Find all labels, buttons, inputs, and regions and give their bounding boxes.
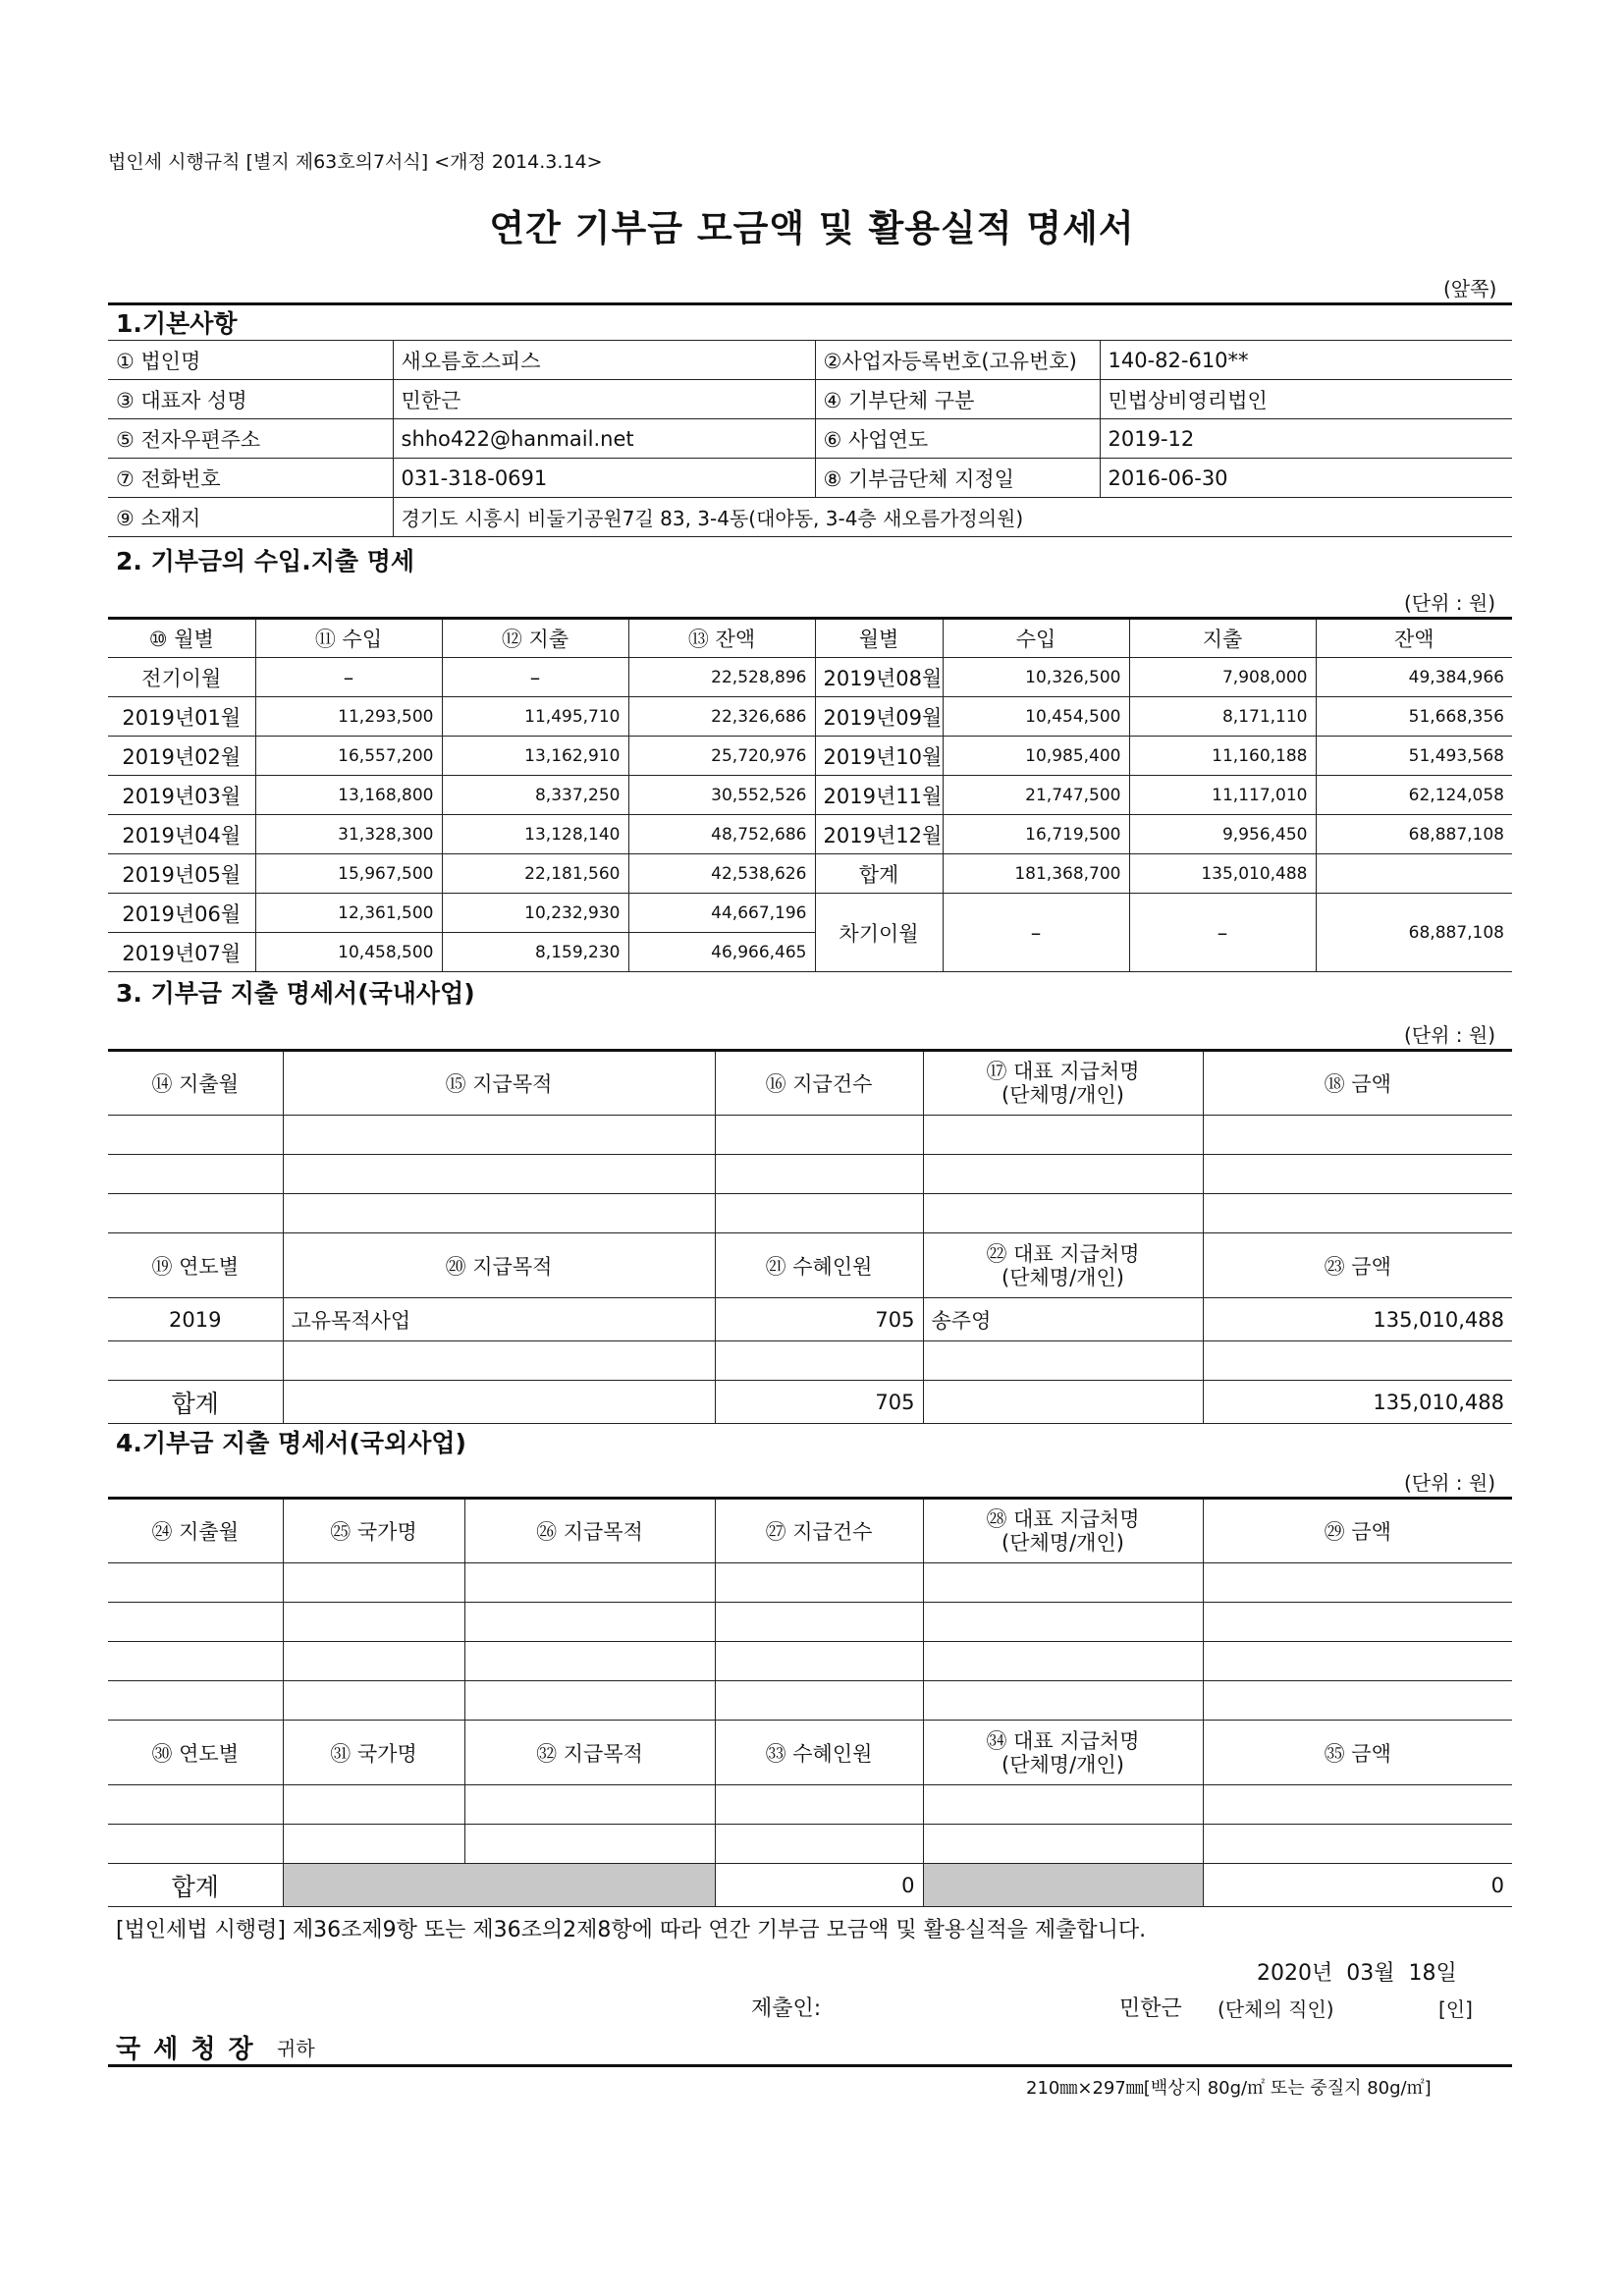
cell-balance: 48,752,686 <box>628 815 815 854</box>
cell-income: 11,293,500 <box>255 697 442 737</box>
label-representative: ③ 대표자 성명 <box>108 380 393 419</box>
header-purpose: ⑮ 지급목적 <box>283 1051 715 1116</box>
basic-info-row <box>108 419 1512 459</box>
header-payee <box>923 1233 1203 1298</box>
header-payee <box>923 1051 1203 1116</box>
label-address: ⑨ 소재지 <box>108 498 393 537</box>
cell-total-count: 0 <box>715 1864 923 1907</box>
label-email: ⑤ 전자우편주소 <box>108 419 393 459</box>
table-row <box>108 1681 1512 1721</box>
header-purpose: ㉜ 지급목적 <box>464 1721 715 1785</box>
cell-expense: 11,117,010 <box>1129 776 1316 815</box>
cell-shaded <box>283 1864 715 1907</box>
cell-month: 2019년12월 <box>815 815 943 854</box>
header-expense: ⑫ 지출 <box>442 619 628 658</box>
header-beneficiaries: ㉝ 수혜인원 <box>715 1721 923 1785</box>
cell-total-expense: 135,010,488 <box>1129 854 1316 894</box>
section1-title: 1.기본사항 <box>116 309 238 338</box>
table-row <box>108 1785 1512 1825</box>
cell-expense: 11,495,710 <box>442 697 628 737</box>
income-expense-table <box>108 617 1512 972</box>
cell-expense: – <box>442 658 628 697</box>
cell-balance: 51,668,356 <box>1316 697 1512 737</box>
table-row <box>108 1825 1512 1864</box>
cell-balance: 30,552,526 <box>628 776 815 815</box>
value-fiscal-year: 2019-12 <box>1100 419 1512 459</box>
cell-month: 2019년08월 <box>815 658 943 697</box>
cell-income: 16,719,500 <box>943 815 1129 854</box>
cell-month: 2019년01월 <box>108 697 255 737</box>
cell-balance: 68,887,108 <box>1316 815 1512 854</box>
table-row <box>108 1603 1512 1642</box>
cell-carry-balance: 68,887,108 <box>1316 894 1512 972</box>
value-org-type: 민법상비영리법인 <box>1100 380 1512 419</box>
table-row <box>108 1155 1512 1194</box>
value-address: 경기도 시흥시 비둘기공원7길 83, 3-4동(대야동, 3-4층 새오름가정의원) <box>393 498 1512 537</box>
table-row <box>108 776 1512 815</box>
cell-balance: 51,493,568 <box>1316 737 1512 776</box>
section4-title: 4.기부금 지출 명세서(국외사업) <box>116 1429 466 1457</box>
cell-balance: 49,384,966 <box>1316 658 1512 697</box>
label-fiscal-year: ⑥ 사업연도 <box>815 419 1100 459</box>
header-amount: ㉟ 금액 <box>1203 1721 1512 1785</box>
table-row <box>108 1563 1512 1603</box>
header-payee-line2: (단체명/개인) <box>1001 1083 1124 1107</box>
header-payee <box>923 1499 1203 1563</box>
header-balance-2: 잔액 <box>1316 619 1512 658</box>
header-beneficiaries: ㉑ 수혜인원 <box>715 1233 923 1298</box>
cell-month: 2019년06월 <box>108 894 255 933</box>
form-reference: 법인세 시행규칙 [별지 제63호의7서식] <개정 2014.3.14> <box>108 151 603 173</box>
submission-statement: [법인세법 시행령] 제36조제9항 또는 제36조의2제8항에 따라 연간 기부금 모금액 및 활용실적을 제출합니다. <box>116 1918 1147 1942</box>
table-row <box>108 1298 1512 1341</box>
cell-income: 10,458,500 <box>255 933 442 972</box>
basic-info-row <box>108 459 1512 498</box>
basic-info-row <box>108 380 1512 419</box>
cell-income: 21,747,500 <box>943 776 1129 815</box>
cell-expense: 8,171,110 <box>1129 697 1316 737</box>
cell-shaded <box>923 1864 1203 1907</box>
header-payee-line1: ㉒ 대표 지급처명 <box>986 1241 1140 1266</box>
value-designation-date: 2016-06-30 <box>1100 459 1512 498</box>
cell-total-amount: 0 <box>1203 1864 1512 1907</box>
label-org-type: ④ 기부단체 구분 <box>815 380 1100 419</box>
cell-total-balance <box>1316 854 1512 894</box>
header-expense-month: ⑭ 지출월 <box>108 1051 283 1116</box>
header-year: ⑲ 연도별 <box>108 1233 283 1298</box>
cell-month: 2019년03월 <box>108 776 255 815</box>
section1-top-rule <box>108 302 1512 305</box>
table-row <box>108 894 1512 933</box>
cell-income: 12,361,500 <box>255 894 442 933</box>
cell-month: 전기이월 <box>108 658 255 697</box>
value-email: shho422@hanmail.net <box>393 419 815 459</box>
cell-expense: 22,181,560 <box>442 854 628 894</box>
cell-purpose: 고유목적사업 <box>283 1298 715 1341</box>
label-designation-date: ⑧ 기부금단체 지정일 <box>815 459 1100 498</box>
cell-balance: 44,667,196 <box>628 894 815 933</box>
cell-month: 2019년04월 <box>108 815 255 854</box>
header-payee-line1: ㉘ 대표 지급처명 <box>986 1507 1140 1531</box>
cell-income: 15,967,500 <box>255 854 442 894</box>
header-balance: ⑬ 잔액 <box>628 619 815 658</box>
label-biz-number: ②사업자등록번호(고유번호) <box>815 341 1100 380</box>
header-payee-line2: (단체명/개인) <box>1001 1265 1124 1289</box>
header-amount: ㉙ 금액 <box>1203 1499 1512 1563</box>
header-payee <box>923 1721 1203 1785</box>
header-income-2: 수입 <box>943 619 1129 658</box>
cell-expense: 10,232,930 <box>442 894 628 933</box>
cell-month: 2019년10월 <box>815 737 943 776</box>
header-month-2: 월별 <box>815 619 943 658</box>
header-country: ㉕ 국가명 <box>283 1499 464 1563</box>
cell-income: 10,454,500 <box>943 697 1129 737</box>
cell-expense: 13,162,910 <box>442 737 628 776</box>
cell-balance: 25,720,976 <box>628 737 815 776</box>
table-row <box>108 1116 1512 1155</box>
table-row <box>108 1642 1512 1681</box>
section3-unit: (단위 : 원) <box>1404 1023 1496 1047</box>
table-header-row <box>108 1499 1512 1563</box>
cell-expense: 9,956,450 <box>1129 815 1316 854</box>
section2-unit: (단위 : 원) <box>1404 591 1496 615</box>
value-phone: 031-318-0691 <box>393 459 815 498</box>
table-header-row <box>108 1051 1512 1116</box>
cell-total-beneficiaries: 705 <box>715 1381 923 1424</box>
cell-income: – <box>255 658 442 697</box>
table-row <box>108 815 1512 854</box>
table-row <box>108 1341 1512 1381</box>
cell-expense: 7,908,000 <box>1129 658 1316 697</box>
header-payee-line2: (단체명/개인) <box>1001 1752 1124 1777</box>
header-purpose: ㉖ 지급목적 <box>464 1499 715 1563</box>
cell-expense: 8,337,250 <box>442 776 628 815</box>
cell-year: 2019 <box>108 1298 283 1341</box>
value-corp-name: 새오름호스피스 <box>393 341 815 380</box>
cell-amount: 135,010,488 <box>1203 1298 1512 1341</box>
header-payee-line1: ㉞ 대표 지급처명 <box>986 1728 1140 1753</box>
label-corp-name: ① 법인명 <box>108 341 393 380</box>
cell-total-amount: 135,010,488 <box>1203 1381 1512 1424</box>
cell-balance: 62,124,058 <box>1316 776 1512 815</box>
submitter-name: 민한근 <box>1119 1996 1182 2021</box>
cell-month: 2019년02월 <box>108 737 255 776</box>
header-amount: ⑱ 금액 <box>1203 1051 1512 1116</box>
cell-carry-label: 차기이월 <box>815 894 943 972</box>
basic-info-row <box>108 498 1512 537</box>
cell-total-label: 합계 <box>108 1864 283 1907</box>
recipient: 국 세 청 장 <box>116 2035 255 2064</box>
footer-rule <box>108 2064 1512 2067</box>
header-amount: ㉓ 금액 <box>1203 1233 1512 1298</box>
recipient-honorific: 귀하 <box>277 2037 315 2060</box>
table-row <box>108 737 1512 776</box>
cell-beneficiaries: 705 <box>715 1298 923 1341</box>
submitter-seal-note: (단체의 직인) <box>1218 1997 1334 2021</box>
cell-balance: 22,326,686 <box>628 697 815 737</box>
domestic-expense-table <box>108 1049 1512 1424</box>
table-header-row <box>108 1233 1512 1298</box>
cell-carry-expense: – <box>1129 894 1316 972</box>
header-payee-line2: (단체명/개인) <box>1001 1531 1124 1555</box>
header-month: ⑩ 월별 <box>108 619 255 658</box>
cell-balance: 46,966,465 <box>628 933 815 972</box>
basic-info-table <box>108 340 1512 537</box>
header-purpose: ⑳ 지급목적 <box>283 1233 715 1298</box>
seal-mark: [인] <box>1438 1997 1473 2021</box>
header-country: ㉛ 국가명 <box>283 1721 464 1785</box>
total-row <box>108 1381 1512 1424</box>
header-income: ⑪ 수입 <box>255 619 442 658</box>
cell-income: 10,985,400 <box>943 737 1129 776</box>
header-count: ⑯ 지급건수 <box>715 1051 923 1116</box>
paper-spec: 210㎜×297㎜[백상지 80g/㎡ 또는 중질지 80g/㎡] <box>1026 2078 1432 2099</box>
cell-expense: 8,159,230 <box>442 933 628 972</box>
cell-income: 13,168,800 <box>255 776 442 815</box>
submitter-label: 제출인: <box>751 1996 822 2021</box>
table-row <box>108 854 1512 894</box>
cell-income: 31,328,300 <box>255 815 442 854</box>
cell-expense: 11,160,188 <box>1129 737 1316 776</box>
table-header-row <box>108 1721 1512 1785</box>
table-row <box>108 1194 1512 1233</box>
header-expense-month: ㉔ 지출월 <box>108 1499 283 1563</box>
total-row <box>108 1864 1512 1907</box>
section3-title: 3. 기부금 지출 명세서(국내사업) <box>116 979 475 1008</box>
value-representative: 민한근 <box>393 380 815 419</box>
header-count: ㉗ 지급건수 <box>715 1499 923 1563</box>
cell-total-income: 181,368,700 <box>943 854 1129 894</box>
cell-month: 2019년11월 <box>815 776 943 815</box>
cell-carry-income: – <box>943 894 1129 972</box>
cell-total-label: 합계 <box>815 854 943 894</box>
section2-title: 2. 기부금의 수입.지출 명세 <box>116 547 415 575</box>
front-side-label: (앞쪽) <box>1443 277 1497 301</box>
table-row <box>108 658 1512 697</box>
cell-income: 10,326,500 <box>943 658 1129 697</box>
cell-total-label: 합계 <box>108 1381 283 1424</box>
cell-expense: 13,128,140 <box>442 815 628 854</box>
header-year: ㉚ 연도별 <box>108 1721 283 1785</box>
header-payee-line1: ⑰ 대표 지급처명 <box>986 1060 1140 1083</box>
label-phone: ⑦ 전화번호 <box>108 459 393 498</box>
cell-month: 2019년09월 <box>815 697 943 737</box>
submission-date: 2020년 03월 18일 <box>1257 1961 1457 1986</box>
overseas-expense-table <box>108 1497 1512 1907</box>
cell-balance: 22,528,896 <box>628 658 815 697</box>
cell-income: 16,557,200 <box>255 737 442 776</box>
table-header-row <box>108 619 1512 658</box>
header-expense-2: 지출 <box>1129 619 1316 658</box>
table-row <box>108 697 1512 737</box>
cell-balance: 42,538,626 <box>628 854 815 894</box>
section4-unit: (단위 : 원) <box>1404 1471 1496 1495</box>
basic-info-row <box>108 341 1512 380</box>
cell-payee: 송주영 <box>923 1298 1203 1341</box>
cell-month: 2019년07월 <box>108 933 255 972</box>
page-title: 연간 기부금 모금액 및 활용실적 명세서 <box>489 207 1135 249</box>
value-biz-number: 140-82-610** <box>1100 341 1512 380</box>
cell-month: 2019년05월 <box>108 854 255 894</box>
